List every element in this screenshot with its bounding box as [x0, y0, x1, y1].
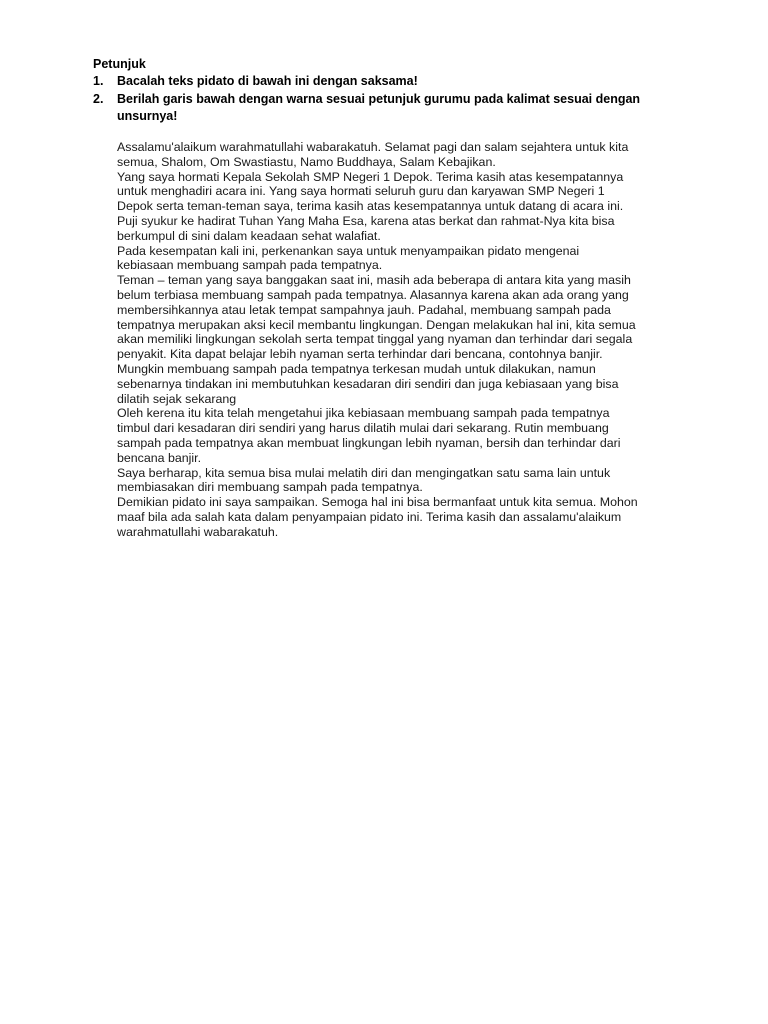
- instruction-number: 1.: [93, 74, 104, 88]
- instruction-item: [93, 91, 693, 126]
- speech-paragraph-respects: Yang saya hormati Kepala Sekolah SMP Negeri 1 Depok. Terima kasih atas kesempatannya untuk menghadiri acara ini. Yang saya hormati seluruh guru dan karyawan SMP Negeri 1 Depok serta teman-teman saya, terima kasih atas kesempatannya untuk datang di acara ini.: [117, 169, 624, 214]
- speech-paragraph-content-2: Mungkin membuang sampah pada tempatnya terkesan mudah untuk dilakukan, namun sebenarnya tindakan ini membutuhkan kesadaran diri sendiri dan juga kebiasaan yang bisa dilatih sejak sekarang: [117, 361, 619, 406]
- instructions-heading: Petunjuk: [93, 57, 146, 71]
- speech-paragraph-content-1: Teman – teman yang saya banggakan saat ini, masih ada beberapa di antara kita yang masih belum terbiasa membuang sampah pada tempatnya. Alasannya karena akan ada orang yang membersihkannya atau letak tempat sampahnya jauh. Padahal, membuang sampah pada tempatnya merupakan aksi kecil membantu lingkungan. Dengan melakukan hal ini, kita semua akan memiliki lingkungan sekolah serta tempat tinggal yang nyaman dan terhindar dari segala penyakit. Kita dapat belajar lebih nyaman serta terhindar dari bencana, contohnya banjir.: [117, 273, 636, 362]
- instruction-number: 2.: [93, 91, 104, 106]
- speech-paragraph-content-3: Oleh kerena itu kita telah mengetahui jika kebiasaan membuang sampah pada tempatnya timbul dari kesadaran diri sendiri yang harus dilatih mulai dari sekarang. Rutin membuang sampah pada tempatnya akan membuat lingkungan lebih nyaman, bersih dan terhindar dari bencana banjir.: [117, 406, 621, 465]
- speech-paragraph-gratitude: Puji syukur ke hadirat Tuhan Yang Maha Esa, karena atas berkat dan rahmat-Nya kita bisa berkumpul di sini dalam keadaan sehat walafiat.: [117, 213, 615, 243]
- speech-paragraph-introduction: Pada kesempatan kali ini, perkenankan saya untuk menyampaikan pidato mengenai kebiasaan membuang sampah pada tempatnya.: [117, 243, 580, 273]
- speech-paragraph-closing: Demikian pidato ini saya sampaikan. Semoga hal ini bisa bermanfaat untuk kita semua. Mohon maaf bila ada salah kata dalam penyampaian pidato ini. Terima kasih dan assalamu'alaikum warahmatullahi wabarakatuh.: [117, 495, 638, 539]
- instruction-text: Bacalah teks pidato di bawah ini dengan saksama!: [117, 74, 418, 88]
- instruction-item: [93, 73, 693, 91]
- speech-paragraph-hope: Saya berharap, kita semua bisa mulai melatih diri dan mengingatkan satu sama lain untuk membiasakan diri membuang sampah pada tempatnya.: [117, 465, 611, 495]
- speech-text: [117, 140, 707, 540]
- instructions-list: [93, 73, 693, 126]
- speech-paragraph-greeting: Assalamu'alaikum warahmatullahi wabarakatuh. Selamat pagi dan salam sejahtera untuk kita semua, Shalom, Om Swastiastu, Namo Buddhaya, Salam Kebajikan.: [117, 140, 629, 169]
- instruction-text: Berilah garis bawah dengan warna sesuai petunjuk gurumu pada kalimat sesuai dengan unsurnya!: [117, 91, 641, 123]
